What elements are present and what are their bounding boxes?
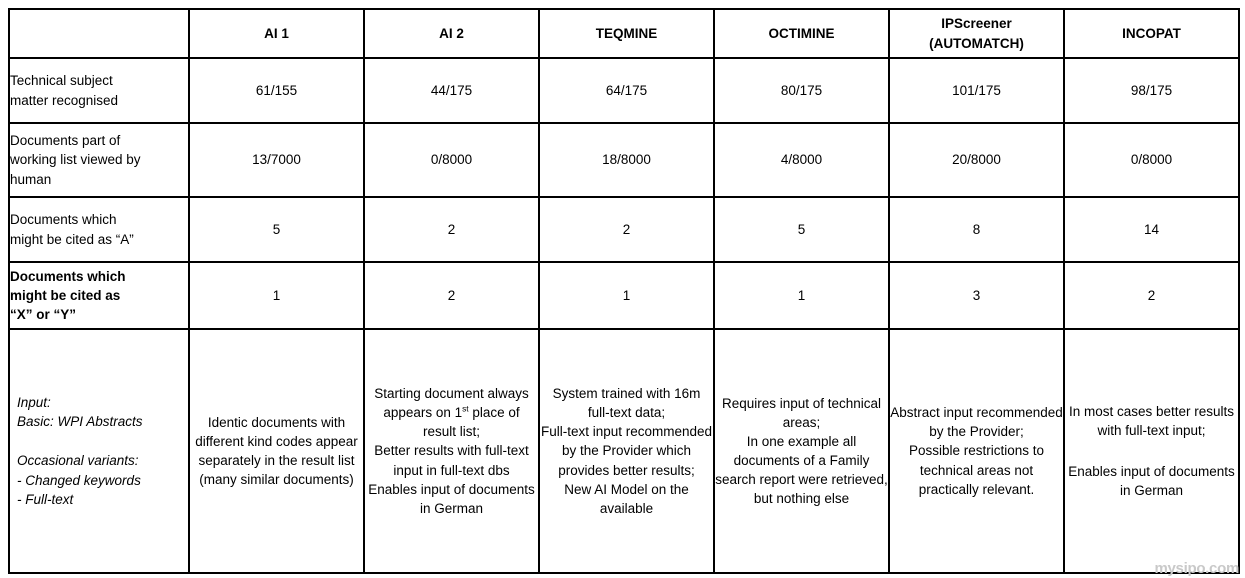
cell-documents-cited-as-x-or-y-ai2: 2 (364, 262, 539, 329)
note-paragraph: Identic documents with different kind codes appear separately in the result list (many similar documents) (195, 414, 358, 488)
cell-documents-cited-as-x-or-y-ipscreener: 3 (889, 262, 1064, 329)
row-label-line: working list viewed by (10, 152, 141, 168)
column-header-ai2 (364, 9, 539, 58)
note-paragraph-superscript: Starting document always appears on 1st place of result list; (374, 385, 529, 440)
note-paragraph: New AI Model on the available (564, 481, 689, 516)
cell-documents-cited-as-a-ipscreener: 8 (889, 197, 1064, 262)
column-header-ai1 (189, 9, 364, 58)
cell-documents-part-of-working-list-incopat: 0/8000 (1064, 123, 1239, 197)
cell-input-notes-ai2 (364, 329, 539, 573)
table-row (9, 197, 1239, 262)
row-label-spacer (17, 431, 188, 451)
row-label-documents-part-of-working-list (9, 123, 189, 197)
cell-documents-cited-as-x-or-y-teqmine: 1 (539, 262, 714, 329)
cell-documents-cited-as-a-teqmine: 2 (539, 197, 714, 262)
cell-documents-cited-as-a-ai1: 5 (189, 197, 364, 262)
column-header-teqmine (539, 9, 714, 58)
cell-input-notes-ai1 (189, 329, 364, 573)
note-paragraph: Full-text input recommended by the Provider which provides better results; (540, 424, 713, 478)
row-label-line: - Changed keywords (17, 472, 141, 488)
cell-technical-subject-matter-ipscreener: 101/175 (889, 58, 1064, 123)
header-corner-cell (9, 9, 189, 58)
row-label-line: Documents part of (10, 133, 121, 149)
cell-technical-subject-matter-octimine: 80/175 (714, 58, 889, 123)
note-paragraph-spacer (1065, 441, 1238, 462)
column-header-teqmine-label: TEQMINE (595, 25, 658, 41)
row-label-technical-subject-matter (9, 58, 189, 123)
table-head (9, 9, 1239, 58)
watermark: mysipo.com (1154, 560, 1239, 577)
table-row (9, 58, 1239, 123)
column-header-ipscreener-label: IPScreener (941, 16, 1012, 32)
cell-input-notes-teqmine (539, 329, 714, 573)
cell-documents-part-of-working-list-ipscreener: 20/8000 (889, 123, 1064, 197)
row-label-documents-cited-as-x-or-y (9, 262, 189, 329)
cell-technical-subject-matter-incopat: 98/175 (1064, 58, 1239, 123)
header-row (9, 9, 1239, 58)
cell-technical-subject-matter-ai1: 61/155 (189, 58, 364, 123)
cell-input-notes-octimine (714, 329, 889, 573)
column-header-ai2-label: AI 2 (439, 25, 464, 41)
cell-documents-part-of-working-list-octimine: 4/8000 (714, 123, 889, 197)
column-header-incopat-label: INCOPAT (1122, 25, 1181, 41)
column-header-incopat (1064, 9, 1239, 58)
row-label-documents-cited-as-a (9, 197, 189, 262)
note-paragraph: System trained with 16m full-text data; (552, 385, 701, 421)
note-paragraph: Possible restrictions to technical areas not practically relevant. (908, 443, 1045, 497)
note-paragraph: In most cases better results with full-text input; (1068, 404, 1235, 439)
ordinal-suffix: st (462, 403, 469, 414)
column-header-ipscreener (889, 9, 1064, 58)
cell-documents-part-of-working-list-ai1: 13/7000 (189, 123, 364, 197)
note-paragraph: Abstract input recommended by the Provider; (890, 405, 1063, 440)
row-label-input-notes (9, 329, 189, 573)
row-label-line: Occasional variants: (17, 453, 139, 469)
cell-technical-subject-matter-teqmine: 64/175 (539, 58, 714, 123)
cell-input-notes-incopat (1064, 329, 1239, 573)
cell-documents-cited-as-x-or-y-incopat: 2 (1064, 262, 1239, 329)
row-label-line: Input: (17, 395, 51, 411)
cell-input-notes-ipscreener (889, 329, 1064, 573)
column-header-ipscreener-sublabel: (AUTOMATCH) (929, 35, 1024, 51)
column-header-octimine-label: OCTIMINE (768, 25, 835, 41)
row-label-line: might be cited as “A” (10, 231, 134, 247)
row-label-line: Documents which (10, 268, 126, 284)
note-paragraph: Enables input of documents in German (368, 481, 535, 516)
row-label-line: - Full-text (17, 491, 74, 507)
cell-documents-cited-as-a-ai2: 2 (364, 197, 539, 262)
table-row (9, 123, 1239, 197)
comparison-table (8, 8, 1240, 574)
note-paragraph: Enables input of documents in German (1068, 463, 1235, 498)
note-paragraph: Requires input of technical areas; (721, 395, 882, 430)
row-label-line: Technical subject (10, 73, 113, 89)
table-row (9, 262, 1239, 329)
cell-documents-cited-as-a-octimine: 5 (714, 197, 889, 262)
cell-documents-cited-as-a-incopat: 14 (1064, 197, 1239, 262)
note-paragraph: In one example all documents of a Family search report were retrieved, but nothing else (715, 433, 888, 507)
row-label-line: matter recognised (10, 92, 119, 108)
row-label-line: Documents which (10, 212, 117, 228)
column-header-octimine (714, 9, 889, 58)
cell-documents-cited-as-x-or-y-ai1: 1 (189, 262, 364, 329)
cell-documents-part-of-working-list-ai2: 0/8000 (364, 123, 539, 197)
column-header-ai1-label: AI 1 (264, 25, 289, 41)
table-row (9, 329, 1239, 573)
table-body (9, 58, 1239, 573)
row-label-line: Basic: WPI Abstracts (17, 414, 143, 430)
cell-documents-cited-as-x-or-y-octimine: 1 (714, 262, 889, 329)
row-label-line: might be cited as (10, 287, 121, 303)
row-label-line: human (10, 171, 52, 187)
row-label-line: “X” or “Y” (10, 307, 77, 323)
cell-technical-subject-matter-ai2: 44/175 (364, 58, 539, 123)
cell-documents-part-of-working-list-teqmine: 18/8000 (539, 123, 714, 197)
note-paragraph: Better results with full-text input in full-text dbs (374, 443, 529, 478)
